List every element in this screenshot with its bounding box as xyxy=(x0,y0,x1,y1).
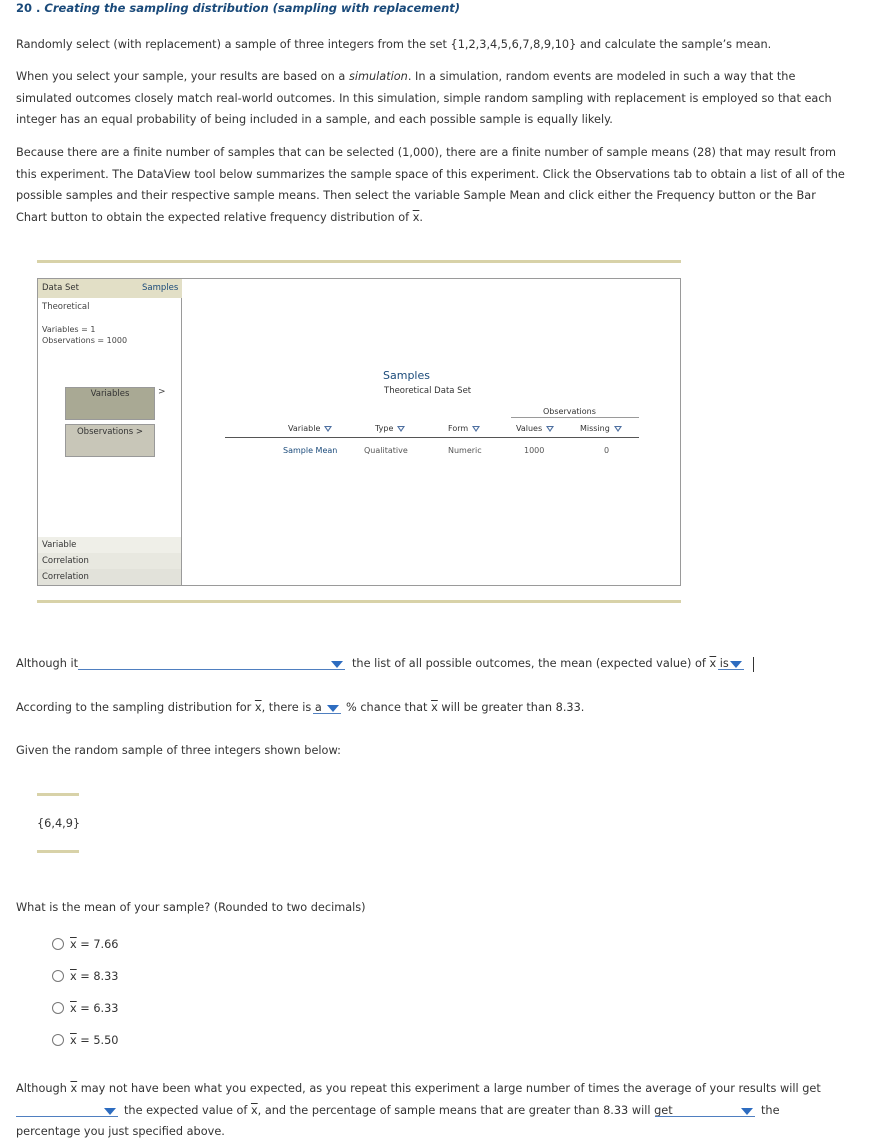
option-label-1 xyxy=(70,938,119,951)
sort-triangle-icon xyxy=(472,426,480,432)
option-radio-1[interactable] xyxy=(52,938,64,950)
q4-line1-before: Although xyxy=(16,1082,71,1095)
tab-samples[interactable]: Samples xyxy=(142,283,179,293)
q3-sample: {6,4,9} xyxy=(37,817,81,830)
option-label-2 xyxy=(70,970,119,983)
column-variable-label: Variable xyxy=(288,424,321,433)
cell-type: Qualitative xyxy=(364,446,408,455)
q4-line-1 xyxy=(16,1082,821,1095)
intro-p2-emphasis: simulation xyxy=(348,70,408,83)
q2-after xyxy=(346,701,584,714)
variables-count: Variables = 1 xyxy=(42,325,96,334)
sample-rule-top xyxy=(37,793,79,796)
variables-button[interactable]: Variables xyxy=(65,387,155,420)
xbar-symbol: $\overline{x}$ xyxy=(709,657,717,670)
sample-rule-bottom xyxy=(37,850,79,853)
column-missing[interactable] xyxy=(580,424,622,433)
dropdown-caret-icon xyxy=(104,1108,116,1115)
column-form-label: Form xyxy=(448,424,469,433)
intro-p2-before: When you select your sample, your results are based on a xyxy=(16,70,349,83)
dropdown-caret-icon xyxy=(327,705,339,712)
intro-p2-after: . In a simulation, random events are modeled in such a way that the simulated outcomes closely match real-world outcomes. In this simulation, simple random sampling with replacement is employed so that each integer has an equal probability of being included in a sample, and each possible sample is equally likely. xyxy=(16,70,832,127)
observations-header-line xyxy=(511,417,639,418)
text-cursor xyxy=(753,657,754,672)
intro-p3-after: . xyxy=(419,211,423,225)
q4-line-2 xyxy=(124,1104,673,1117)
column-variable[interactable] xyxy=(288,424,332,433)
observations-header: Observations xyxy=(543,407,596,416)
q1-middle xyxy=(352,657,729,670)
option-label-3 xyxy=(70,1002,119,1015)
sort-triangle-icon xyxy=(614,426,622,432)
intro-paragraph-1: Randomly select (with replacement) a sample of three integers from the set {1,2,3,4,5,6,7,8,9,10} and calculate the sample’s mean. xyxy=(16,38,772,51)
option-label-4 xyxy=(70,1034,119,1047)
xbar-symbol: $\overline{x}$ xyxy=(431,701,438,714)
question-number: 20 . xyxy=(16,1,41,15)
q1-before: Although it xyxy=(16,657,79,670)
variables-arrow-icon: > xyxy=(158,387,166,397)
xbar-symbol: $\overline{x}$ xyxy=(70,1034,77,1047)
cell-sample-mean[interactable]: Sample Mean xyxy=(283,446,338,455)
q4-line2-after: , and the percentage of sample means that are greater than 8.33 will get xyxy=(257,1104,673,1117)
q1-dropdown-2[interactable] xyxy=(718,656,744,670)
q3-given: Given the random sample of three integers shown below: xyxy=(16,744,341,757)
question-title-text: Creating the sampling distribution (sampling with replacement) xyxy=(44,1,461,15)
xbar-symbol: $\overline{x}$ xyxy=(70,1082,78,1095)
xbar-symbol: $\overline{x}$ xyxy=(70,938,77,951)
sort-triangle-icon xyxy=(546,426,554,432)
menu-correlation-1[interactable]: Correlation xyxy=(38,553,181,569)
column-values-label: Values xyxy=(516,424,543,433)
cell-missing: 0 xyxy=(604,446,610,455)
dropdown-caret-icon xyxy=(741,1108,753,1115)
cell-values: 1000 xyxy=(524,446,545,455)
q2-before xyxy=(16,701,322,714)
q2-mid-text: , there is a xyxy=(261,701,322,714)
cell-form: Numeric xyxy=(448,446,482,455)
xbar-symbol: $\overline{x}$ xyxy=(70,1002,77,1015)
q2-after-before-text: % chance that xyxy=(346,701,432,714)
xbar-symbol: $\overline{x}$ xyxy=(412,211,420,225)
sort-triangle-icon xyxy=(324,426,332,432)
q2-before-text: According to the sampling distribution for xyxy=(16,701,255,714)
dataview-heading: Samples xyxy=(383,369,430,382)
tab-data-set[interactable]: Data Set xyxy=(42,283,79,293)
dataset-name: Theoretical xyxy=(42,302,90,312)
q1-after-text: is xyxy=(716,657,729,670)
menu-variable[interactable]: Variable xyxy=(38,537,181,553)
q4-dropdown-1[interactable] xyxy=(16,1103,118,1117)
intro-paragraph-3 xyxy=(16,142,846,229)
q1-middle-text: the list of all possible outcomes, the mean (expected value) of xyxy=(352,657,710,670)
dropdown-caret-icon xyxy=(331,661,343,668)
q4-line2-before: the expected value of xyxy=(124,1104,251,1117)
dataview-panel xyxy=(37,278,681,586)
option-radio-2[interactable] xyxy=(52,970,64,982)
option-text-3: = 6.33 xyxy=(80,1002,119,1015)
intro-p3-before: Because there are a finite number of samples that can be selected (1,000), there are a finite number of sample means (28) that may result from this experiment. The DataView tool below summarizes the sample space of this experiment. Click the Observations tab to obtain a list of all of the possible samples and their respective sample means. Then select the variable Sample Mean and click either the Frequency button or the Bar Chart button to obtain the expected relative frequency distribution of xyxy=(16,146,845,225)
divider-top xyxy=(37,260,681,263)
column-values[interactable] xyxy=(516,424,554,433)
xbar-symbol: $\overline{x}$ xyxy=(250,1104,258,1117)
sort-triangle-icon xyxy=(397,426,405,432)
divider-bottom xyxy=(37,600,681,603)
option-text-2: = 8.33 xyxy=(80,970,119,983)
menu-correlation-2[interactable]: Correlation xyxy=(38,569,181,585)
q4-dropdown-2[interactable] xyxy=(655,1103,755,1117)
dataview-tabrow xyxy=(38,279,182,298)
table-header-rule xyxy=(225,437,639,438)
q4-line1-after: may not have been what you expected, as you repeat this experiment a large number of times the average of your results will get xyxy=(77,1082,821,1095)
column-missing-label: Missing xyxy=(580,424,610,433)
observations-count: Observations = 1000 xyxy=(42,336,128,345)
q4-line-3: percentage you just specified above. xyxy=(16,1125,225,1138)
column-type-label: Type xyxy=(375,424,394,433)
q1-dropdown-1[interactable] xyxy=(78,656,345,670)
q2-after-text: will be greater than 8.33. xyxy=(437,701,585,714)
dropdown-caret-icon xyxy=(730,661,742,668)
xbar-symbol: $\overline{x}$ xyxy=(254,701,262,714)
q3-question: What is the mean of your sample? (Rounded to two decimals) xyxy=(16,901,366,914)
xbar-symbol: $\overline{x}$ xyxy=(70,970,77,983)
q2-dropdown[interactable] xyxy=(313,700,341,714)
option-text-4: = 5.50 xyxy=(80,1034,119,1047)
column-type[interactable] xyxy=(375,424,405,433)
q4-line2-end: the xyxy=(761,1104,780,1117)
column-form[interactable] xyxy=(448,424,480,433)
option-radio-4[interactable] xyxy=(52,1034,64,1046)
observations-button[interactable]: Observations > xyxy=(65,424,155,457)
dataview-subheading: Theoretical Data Set xyxy=(384,386,472,396)
question-title xyxy=(16,1,460,15)
option-text-1: = 7.66 xyxy=(80,938,119,951)
dataview-sidebar xyxy=(38,279,182,585)
option-radio-3[interactable] xyxy=(52,1002,64,1014)
intro-paragraph-2 xyxy=(16,66,846,131)
